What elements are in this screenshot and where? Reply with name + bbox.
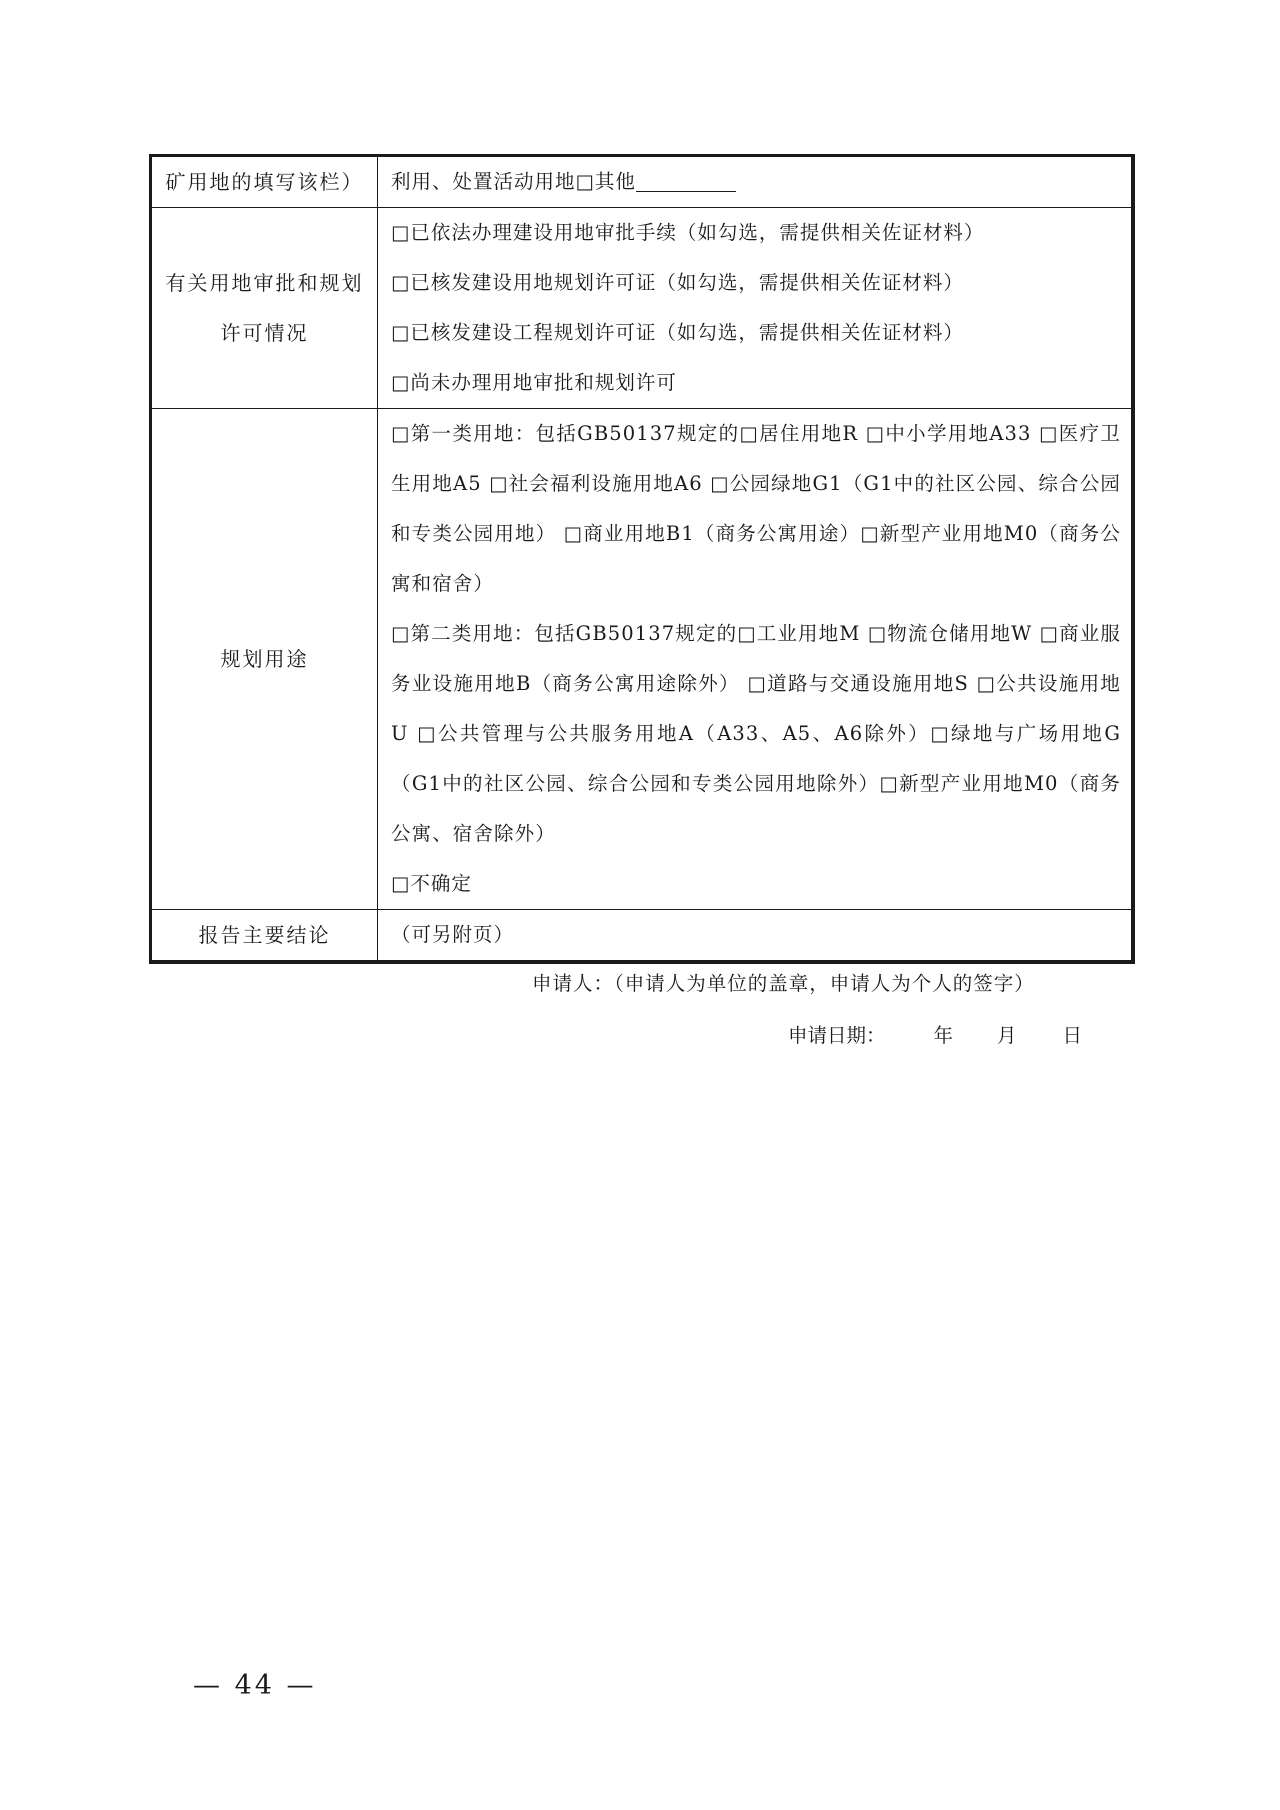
approval-option-land-approval[interactable]: □已依法办理建设用地审批手续（如勾选，需提供相关佐证材料） [391,221,985,244]
date-day: 日 [1062,1024,1083,1047]
label-approval-line1: 有关用地审批和规划 [165,271,364,295]
label-approval-line2: 许可情况 [220,321,309,345]
label-report-conclusion: 报告主要结论 [151,910,378,963]
value-land-activity [378,156,1134,208]
value-planned-use [378,409,1134,910]
other-blank-field[interactable] [636,169,736,192]
row-planned-use [151,409,1134,910]
row-report-conclusion [151,910,1134,963]
date-label: 申请日期： [788,1024,886,1047]
label-planned-use: 规划用途 [151,409,378,910]
approval-option-not-processed[interactable]: □尚未办理用地审批和规划许可 [391,371,677,394]
approval-option-engineering-permit[interactable]: □已核发建设工程规划许可证（如勾选，需提供相关佐证材料） [391,321,964,344]
row-approval-status [151,208,1134,409]
value-approval-options [378,208,1134,409]
planned-use-category1[interactable]: □第一类用地：包括GB50137规定的□居住用地R □中小学用地A33 □医疗卫生用地A5 □社会福利设施用地A6 □公园绿地G1（G1中的社区公园、综合公园和专类公园用地） □商业用地B1（商务公寓用途）□新型产业用地M0（商务公寓和宿舍） [391,422,1121,595]
date-year: 年 [933,1024,954,1047]
label-approval-status [151,208,378,409]
row-land-use-continued [151,156,1134,208]
planned-use-uncertain[interactable]: □不确定 [391,872,472,895]
approval-option-land-planning-permit[interactable]: □已核发建设用地规划许可证（如勾选，需提供相关佐证材料） [391,271,964,294]
label-mining-land: 矿用地的填写该栏） [151,156,378,208]
land-activity-text: 利用、处置活动用地□其他 [391,170,636,193]
applicant-signature-line: 申请人：（申请人为单位的盖章，申请人为个人的签字） [532,972,1035,995]
date-month: 月 [997,1024,1017,1047]
planned-use-category2[interactable]: □第二类用地：包括GB50137规定的□工业用地M □物流仓储用地W □商业服务业设施用地B（商务公寓用途除外） □道路与交通设施用地S □公共设施用地U □公共管理与公共服务用地A（A33、A5、A6除外）□绿地与广场用地G（G1中的社区公园、综合公园和专类公园用地除外）□新型产业用地M0（商务公寓、宿舍除外） [391,622,1121,845]
application-date-line [788,1020,1082,1048]
report-conclusion-note[interactable]: （可另附页） [391,923,515,946]
application-form-table [149,154,1135,964]
value-report-conclusion [378,910,1134,963]
page-number: — 44 — [193,1670,317,1701]
